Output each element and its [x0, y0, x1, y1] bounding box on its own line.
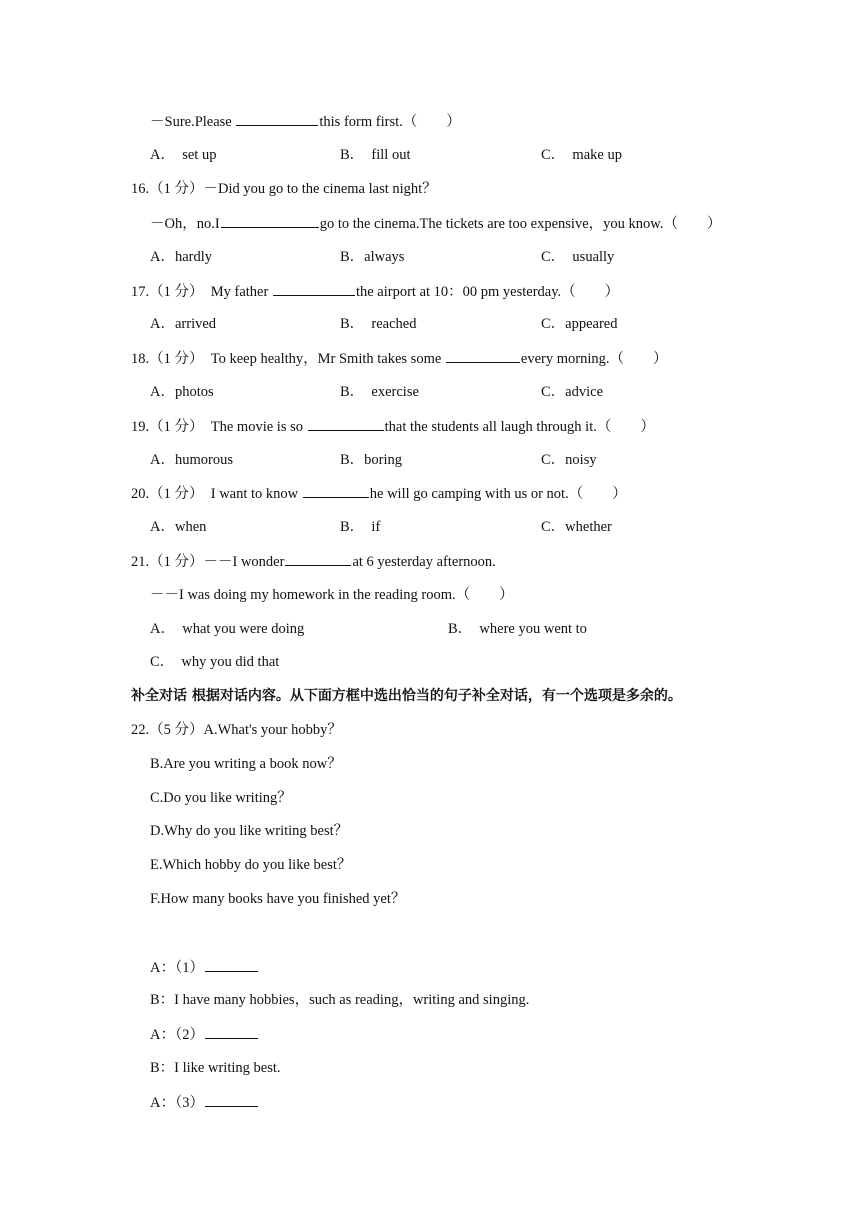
q22-choice-c: C.Do you like writing？ — [150, 790, 292, 806]
q18-option-c: C．advice — [541, 384, 604, 400]
dialogue-line-5 — [150, 1092, 259, 1113]
q21-stem-post: at 6 yesterday afternoon. — [352, 554, 496, 570]
q20-option-c: C．whether — [541, 519, 612, 535]
q15-option-c: C． make up — [541, 147, 622, 163]
q18-stem-pre: 18.（1 分） To keep healthy，Mr Smith takes some — [131, 351, 445, 367]
q22-line1: 22.（5 分）A.What's your hobby？ — [131, 722, 342, 738]
q22-choice-e: E.Which hobby do you like best？ — [150, 857, 352, 873]
q21-option-a: A． what you were doing — [150, 621, 305, 637]
q21-stem-pre: 21.（1 分）－－I wonder — [131, 554, 285, 570]
dialogue-line-2: B：I have many hobbies，such as reading，writing and singing. — [150, 992, 530, 1008]
q17-option-a: A．arrived — [150, 316, 217, 332]
q17-option-b: B． reached — [340, 316, 417, 332]
dialogue-blank-2 — [205, 1024, 258, 1039]
q21-option-c: C． why you did that — [150, 654, 280, 670]
q16-option-a: A．hardly — [150, 249, 213, 265]
q16-option-b: B．always — [340, 249, 405, 265]
q22-choice-d: D.Why do you like writing best？ — [150, 823, 349, 839]
q18-stem — [131, 348, 668, 369]
q16-line1: 16.（1 分）－Did you go to the cinema last night？ — [131, 181, 437, 197]
dialogue-line-4: B：I like writing best. — [150, 1060, 281, 1076]
q21-line2: －－I was doing my homework in the reading room.（ ） — [150, 587, 514, 603]
q15-stem-pre: －Sure.Please — [150, 114, 236, 130]
q20-stem-post: he will go camping with us or not.（ ） — [369, 486, 627, 502]
q20-stem — [131, 483, 627, 504]
q20-option-a: A．when — [150, 519, 207, 535]
section-heading: 补全对话 根据对话内容。从下面方框中选出恰当的句子补全对话，有一个选项是多余的。 — [131, 688, 682, 704]
q22-choice-b: B.Are you writing a book now？ — [150, 756, 342, 772]
q15-stem-post: this form first.（ ） — [319, 114, 461, 130]
q17-stem-post: the airport at 10：00 pm yesterday.（ ） — [355, 284, 620, 300]
dialogue-line-3 — [150, 1024, 259, 1045]
q19-option-a: A．humorous — [150, 452, 233, 468]
q15-option-b: B． fill out — [340, 147, 411, 163]
q21-blank — [285, 551, 351, 566]
q20-blank — [303, 483, 369, 498]
dialogue-line-3-text: A：（2） — [150, 1027, 204, 1043]
q15-stem — [150, 111, 461, 132]
q17-stem-pre: 17.（1 分） My father — [131, 284, 272, 300]
q19-option-c: C．noisy — [541, 452, 597, 468]
q17-stem — [131, 281, 619, 302]
q16-blank — [221, 213, 319, 228]
dialogue-blank-1 — [205, 957, 258, 972]
q22-choice-f: F.How many books have you finished yet？ — [150, 891, 406, 907]
q18-option-b: B． exercise — [340, 384, 419, 400]
q16-stem-post: go to the cinema.The tickets are too expensive，you know.（ ） — [319, 216, 722, 232]
dialogue-line-1-text: A：（1） — [150, 960, 204, 976]
q21-stem — [131, 551, 496, 572]
q17-option-c: C．appeared — [541, 316, 618, 332]
q18-blank — [446, 348, 520, 363]
q19-stem-pre: 19.（1 分） The movie is so — [131, 419, 307, 435]
q19-stem — [131, 416, 655, 437]
q16-stem-pre: －Oh，no.I — [150, 216, 220, 232]
q20-stem-pre: 20.（1 分） I want to know — [131, 486, 302, 502]
q19-blank — [308, 416, 384, 431]
q16-option-c: C． usually — [541, 249, 615, 265]
q16-stem — [150, 213, 721, 234]
q18-stem-post: every morning.（ ） — [520, 351, 668, 367]
dialogue-line-1 — [150, 957, 259, 978]
q15-option-a: A． set up — [150, 147, 217, 163]
q20-option-b: B． if — [340, 519, 381, 535]
q15-blank — [236, 111, 318, 126]
q19-stem-post: that the students all laugh through it.（ ） — [384, 419, 655, 435]
q19-option-b: B．boring — [340, 452, 403, 468]
q17-blank — [273, 281, 355, 296]
q21-option-b: B． where you went to — [448, 621, 587, 637]
dialogue-line-5-text: A：（3） — [150, 1095, 204, 1111]
dialogue-blank-3 — [205, 1092, 258, 1107]
q18-option-a: A．photos — [150, 384, 214, 400]
